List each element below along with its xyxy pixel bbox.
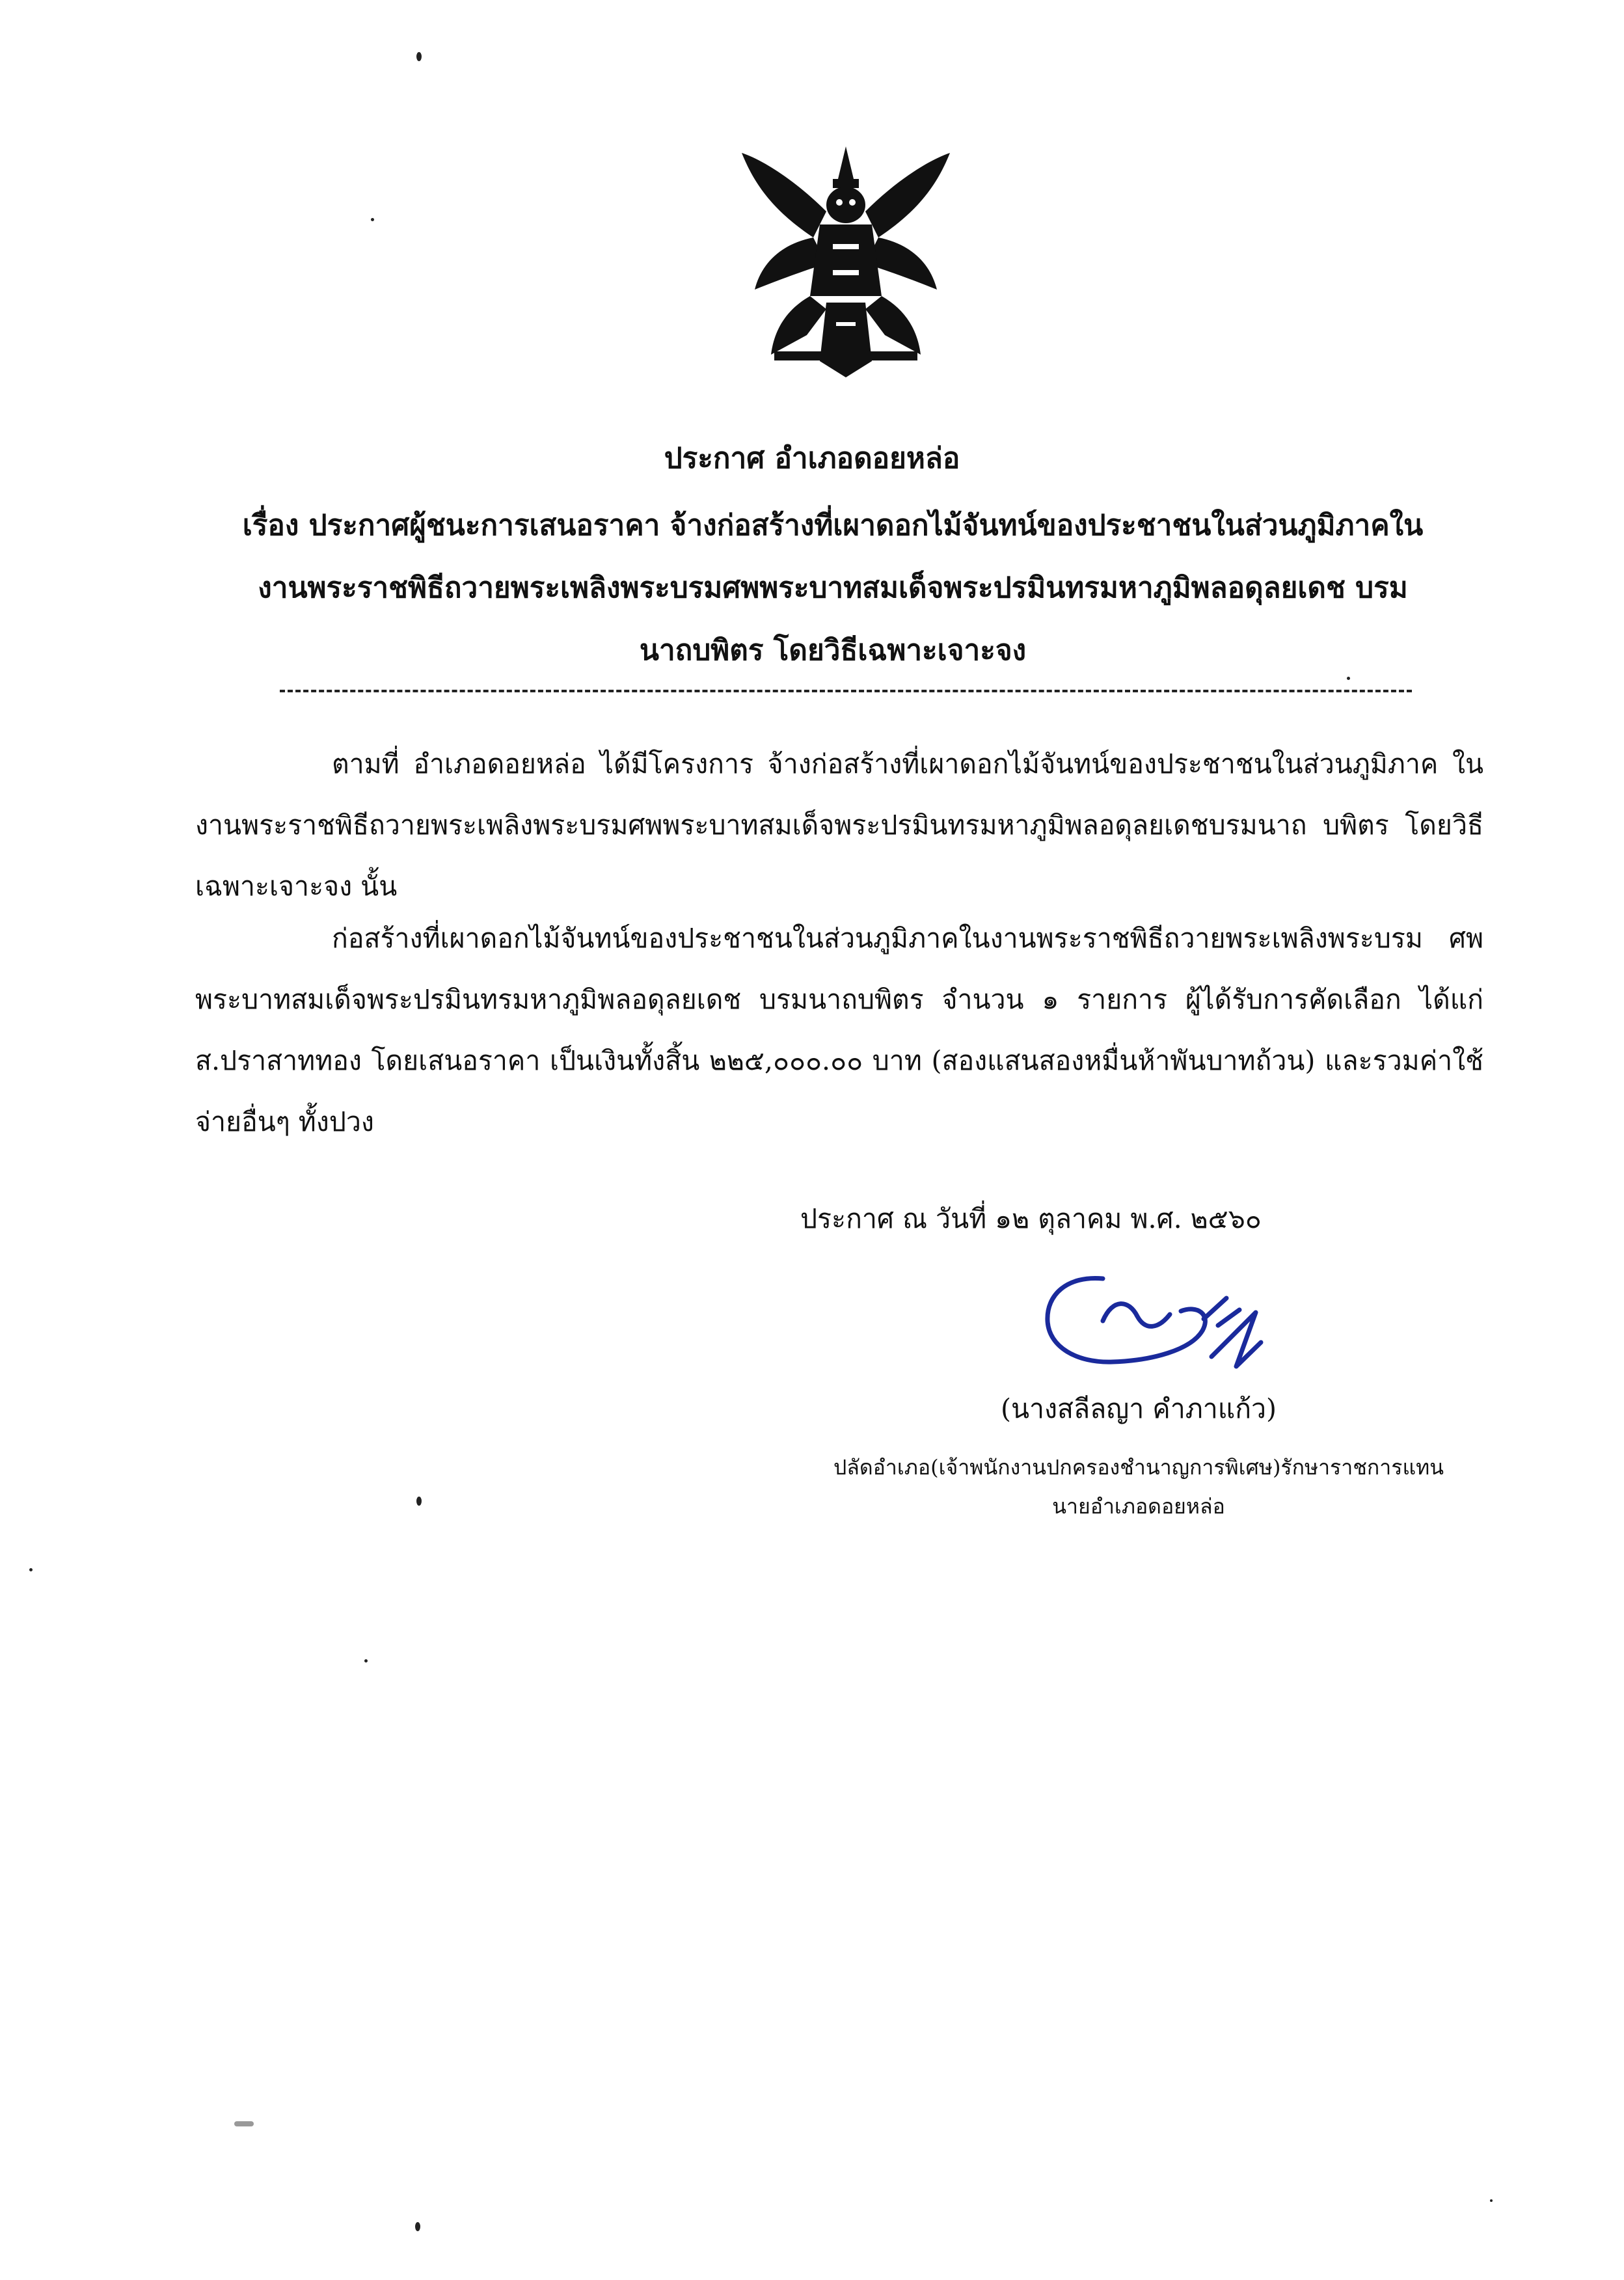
body-paragraph-1: ตามที่ อำเภอดอยหล่อ ได้มีโครงการ จ้างก่อสร้างที่เผาดอกไม้จันทน์ของประชาชนในส่วนภูมิภาค ในงานพระราชพิธีถวายพระเพลิงพระบรมศพพระบาทสมเด็จพระปรมินทรมหาภูมิพลอดุลยเดชบรมนาถ บพิตร โดยวิธีเฉพาะเจาะจง นั้น [195, 748, 1483, 902]
signer-name: (นางสลีลญา คำภาแก้ว) [1000, 1393, 1277, 1424]
scan-speck [1490, 2199, 1493, 2202]
announcement-title: ประกาศ อำเภอดอยหล่อ [664, 442, 960, 475]
scan-speck [364, 1659, 368, 1663]
announcement-subject [195, 495, 1470, 682]
subject-line-2: งานพระราชพิธีถวายพระเพลิงพระบรมศพพระบาทสมเด็จพระปรมินทรมหาภูมิพลอดุลยเดช บรม [258, 571, 1408, 604]
position-line-1: ปลัดอำเภอ(เจ้าพนักงานปกครองชำนาญการพิเศษ)รักษาราชการแทน [833, 1455, 1444, 1480]
scan-speck [29, 1568, 33, 1571]
announcement-date: ประกาศ ณ วันที่ ๑๒ ตุลาคม พ.ศ. ๒๕๖๐ [800, 1203, 1262, 1234]
position-line-2: นายอำเภอดอยหล่อ [1052, 1494, 1225, 1519]
dashed-divider [280, 690, 1412, 692]
scan-speck [416, 1497, 422, 1506]
body-paragraph-2: ก่อสร้างที่เผาดอกไม้จันทน์ของประชาชนในส่วนภูมิภาคในงานพระราชพิธีถวายพระเพลิงพระบรม ศพพระบาทสมเด็จพระปรมินทรมหาภูมิพลอดุลยเดช บรมนาถบพิตร จำนวน ๑ รายการ ผู้ได้รับการคัดเลือก ได้แก่ ส.ปราสาททอง โดยเสนอราคา เป็นเงินทั้งสิ้น ๒๒๕,๐๐๐.๐๐ บาท (สองแสนสองหมื่นห้าพันบาทถ้วน) และรวมค่าใช้จ่ายอื่นๆ ทั้งปวง [195, 923, 1483, 1137]
handwritten-signature-icon [1041, 1259, 1275, 1383]
subject-line-1: เรื่อง ประกาศผู้ชนะการเสนอราคา จ้างก่อสร้างที่เผาดอกไม้จันทน์ของประชาชนในส่วนภูมิภาคใน [242, 509, 1424, 542]
scan-speck [416, 52, 422, 61]
scan-speck [371, 218, 374, 221]
scan-speck [234, 2121, 254, 2126]
scan-speck [415, 2222, 420, 2231]
subject-line-3: นาถบพิตร โดยวิธีเฉพาะเจาะจง [639, 634, 1027, 667]
garuda-emblem-icon [735, 140, 956, 381]
signer-position [781, 1448, 1496, 1526]
scan-speck [1347, 677, 1350, 680]
